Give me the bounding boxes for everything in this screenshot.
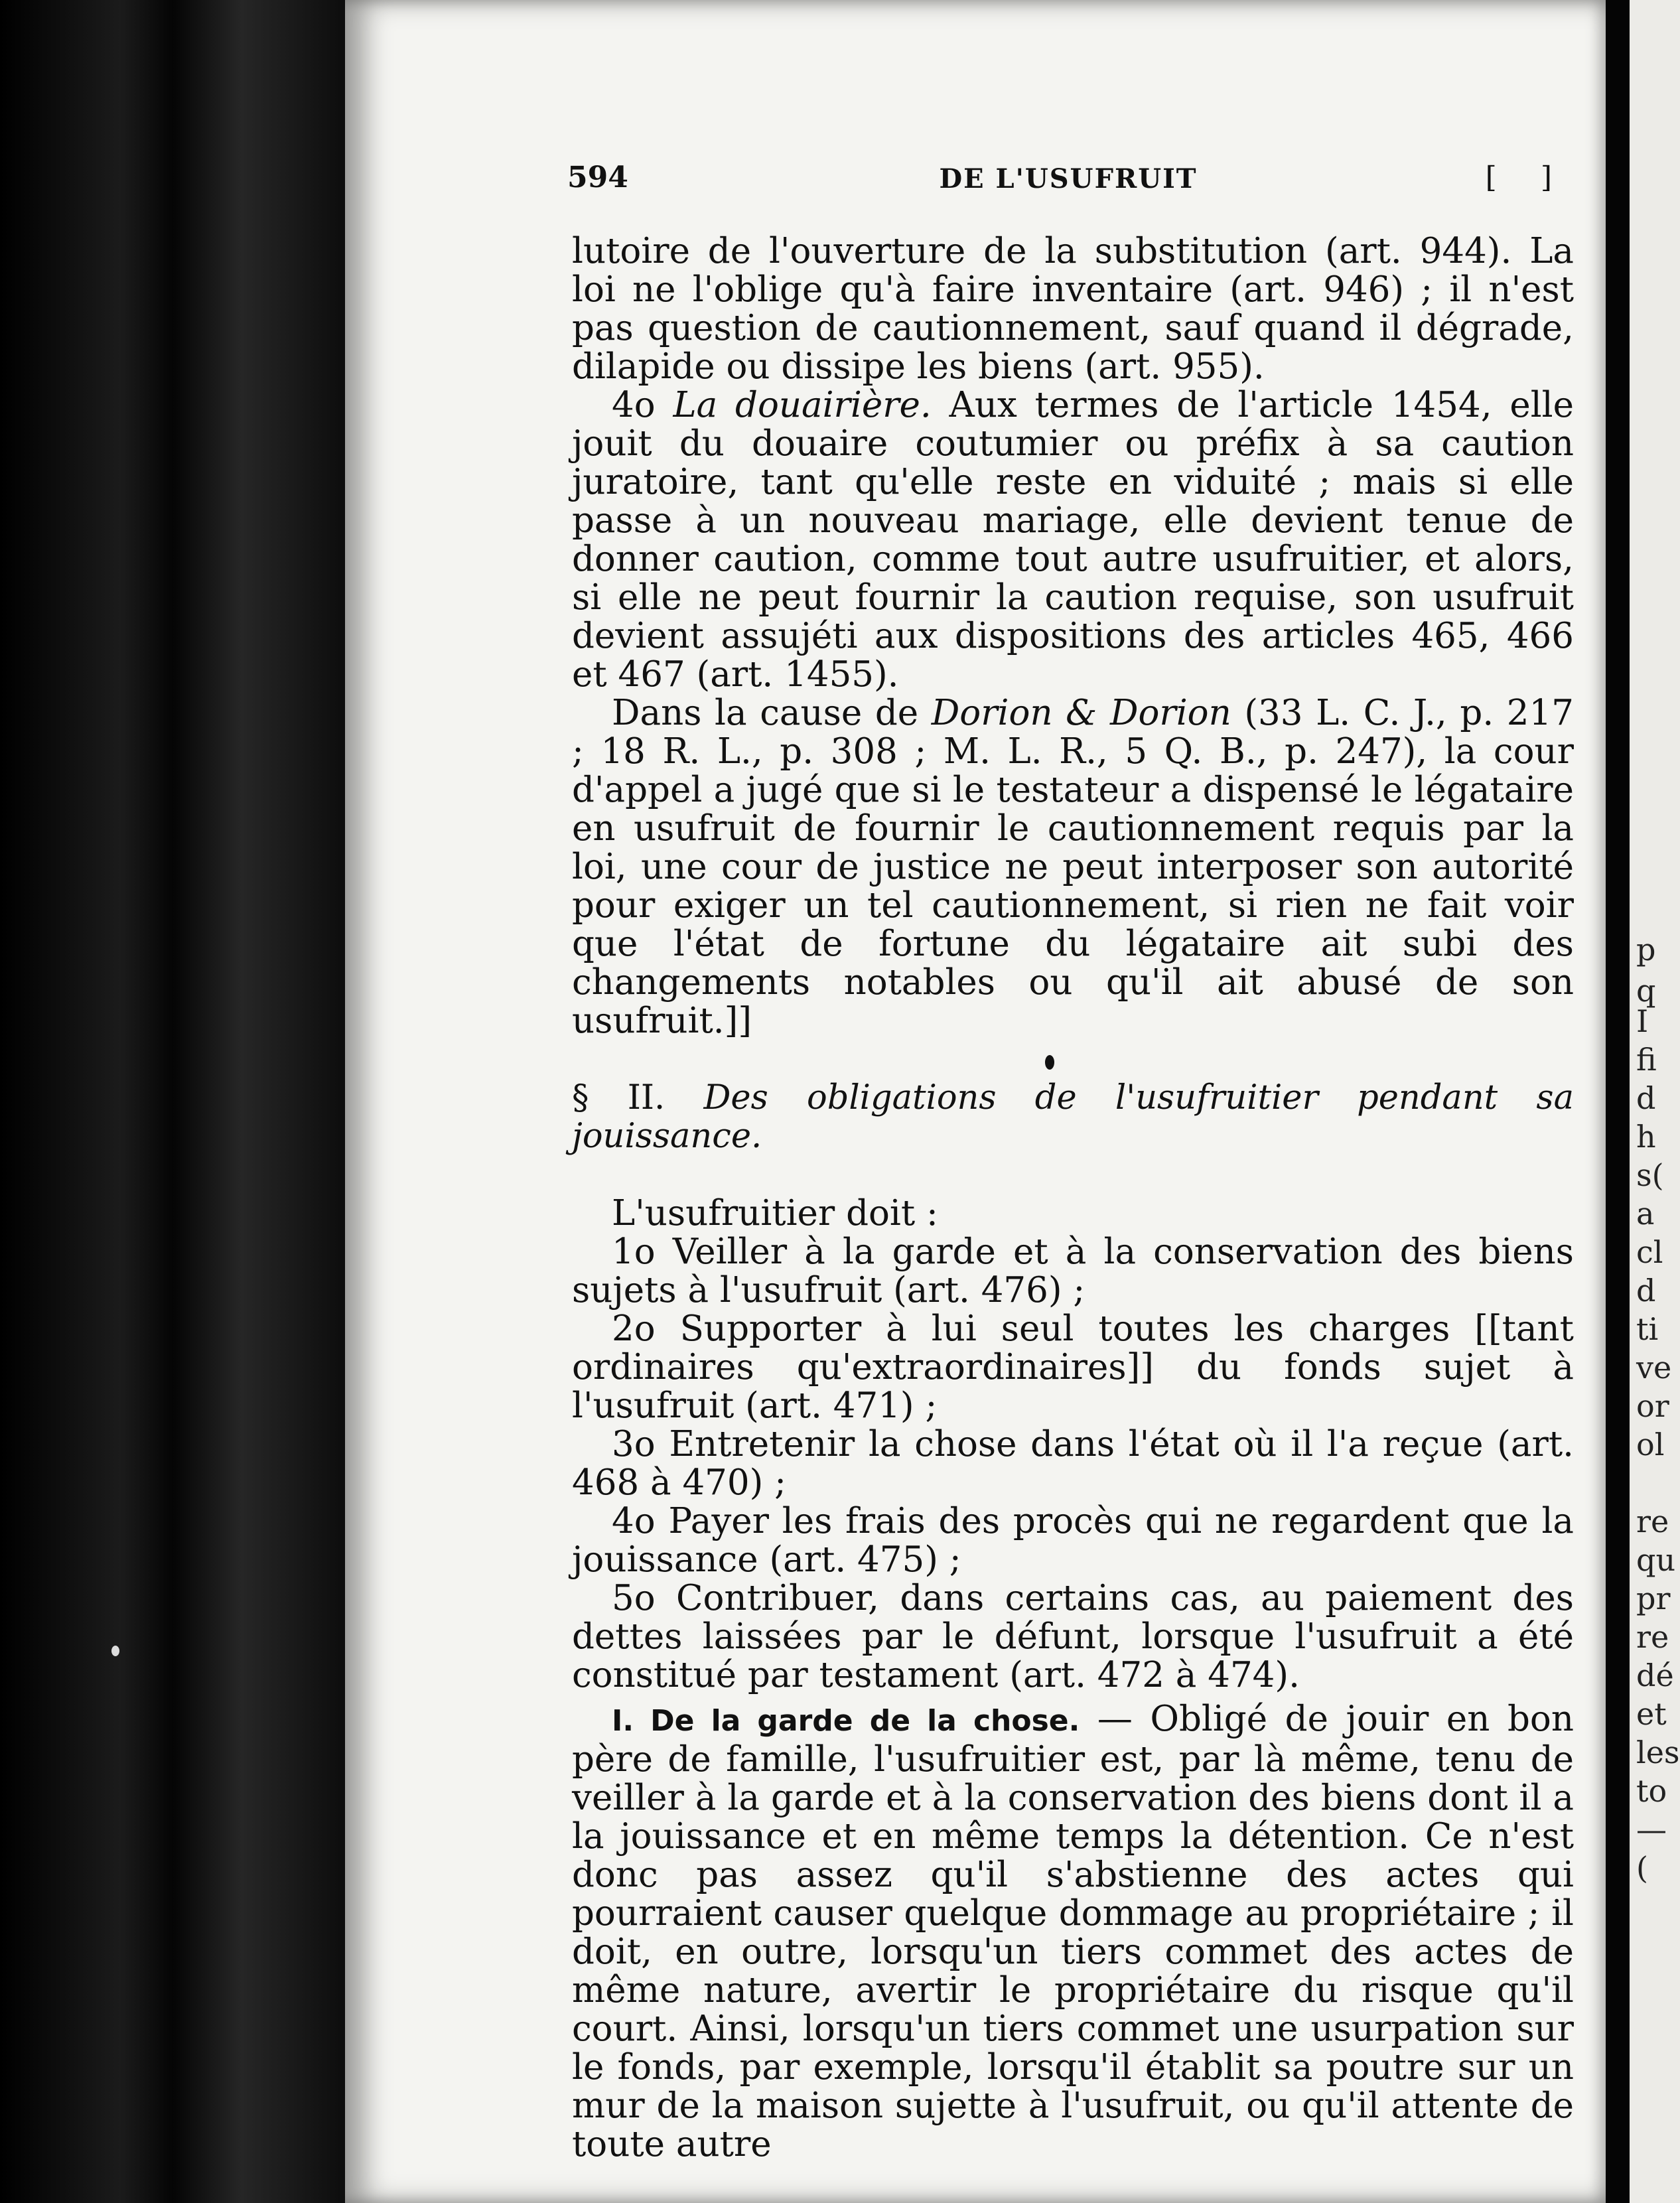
list-item-text: Veiller à la garde et à la conservation des biens sujets à l'usufruit (art. 476) ; [572,1232,1574,1311]
adjacent-page-fragment: d [1636,1080,1656,1116]
book-gutter [0,0,345,2203]
adjacent-page-fragment: q [1636,973,1656,1009]
adjacent-page-fragment: h [1636,1119,1656,1155]
list-item-number: 1o [612,1232,656,1272]
page-number: 594 [567,161,628,194]
case-name: Dorion & Dorion [931,693,1231,733]
adjacent-page-fragment: to [1636,1773,1667,1809]
adjacent-page-fragment: pr [1636,1581,1671,1616]
adjacent-page-fragment: re [1636,1504,1669,1539]
running-title: DE L'USUFRUIT [939,163,1198,194]
adjacent-page-fragment: ( [1636,1850,1648,1886]
list-item [572,1502,1574,1579]
item-lead: La douairière. [673,385,932,425]
section-heading [572,1079,1574,1156]
adjacent-page-fragment: et [1636,1696,1667,1732]
list-item [572,1310,1574,1425]
case-body: (33 L. C. J., p. 217 ; 18 R. L., p. 308 ; M. L. R., 5 Q. B., p. 247), la cour d'appel a jugé que si le testateur a dispensé le légataire en usufruit de fournir le cautionnement requis par la loi, une cour de justice ne peut interposer son autorité pour exiger un tel cautionnement, si rien ne fait voir que l'état de fortune du légataire ait subi des changements notables ou qu'il ait abusé de son usufruit.]] [572,693,1574,1041]
obligations-intro: L'usufruitier doit : [612,1193,938,1234]
adjacent-page-fragment: fi [1636,1042,1657,1078]
adjacent-page-fragment: s( [1636,1157,1664,1193]
adjacent-page-fragment: p [1636,932,1656,967]
adjacent-page-fragment: ol [1636,1427,1665,1462]
subsection-body: — Obligé de jouir en bon père de famille, l'usufruitier est, par là même, tenu de veiller à la garde et à la conservation des biens dont il a la jouissance et en même temps la détention. Ce n'est donc pas assez qu'il s'abstienne des actes qui pourraient causer quelque dommage au propriétaire ; il doit, en outre, lorsqu'un tiers commet des actes de même nature, avertir le propriétaire du risque qu'il court. Ainsi, lorsqu'un tiers commet une usurpation sur le fonds, par exemple, lorsqu'il établit sa poutre sur un mur de la maison sujette à l'usufruit, ou qu'il attente de toute autre [572,1699,1574,2165]
list-item-number: 3o [612,1424,656,1464]
adjacent-page-fragment: cl [1636,1234,1663,1270]
list-item-number: 2o [612,1309,656,1349]
adjacent-page-fragment: or [1636,1388,1669,1424]
list-item [572,1425,1574,1502]
adjacent-page-strip [1630,0,1680,2203]
list-item-number: 4o [612,1501,656,1541]
adjacent-page-fragment: dé [1636,1658,1674,1693]
adjacent-page-fragment: les [1636,1735,1680,1770]
adjacent-page-fragment: qu [1636,1542,1676,1578]
adjacent-page-fragment: a [1636,1196,1655,1232]
adjacent-page-fragment: — [1636,1812,1667,1847]
section-number: § II. [572,1078,665,1117]
paragraph-substitution: lutoire de l'ouverture de la substitution (art. 944). La loi ne l'oblige qu'à faire inventaire (art. 946) ; il n'est pas question de cautionnement, sauf quand il dégrade, dilapide ou dissipe les biens (art. 955). [572,231,1574,387]
paragraph-douairiere [572,386,1574,694]
scan-speck [111,1646,119,1656]
page-header [567,161,1569,200]
paragraph-dorion [572,694,1574,1040]
adjacent-page-fragment: I [1636,1003,1649,1039]
scan-speck [1045,1055,1054,1070]
adjacent-page-fragment: re [1636,1619,1669,1655]
case-intro: Dans la cause de [612,693,919,733]
list-item [572,1579,1574,1695]
page-edge-shadow [1606,0,1630,2203]
header-brackets: [ ] [1485,161,1569,194]
list-item-text: Entretenir la chose dans l'état où il l'a reçue (art. 468 à 470) ; [572,1424,1574,1503]
list-item-text: Payer les frais des procès qui ne regardent que la jouissance (art. 475) ; [572,1501,1574,1580]
page-text [572,232,1574,2164]
list-item-number: 5o [612,1578,656,1618]
list-item-text: Contribuer, dans certains cas, au paiement des dettes laissées par le défunt, lorsque l'usufruit a été constitué par testament (art. 472 à 474). [572,1578,1574,1695]
paragraph-garde [572,1700,1574,2164]
section-title: Des obligations de l'usufruitier pendant sa jouissance. [572,1078,1575,1156]
adjacent-page-fragment: ve [1636,1350,1672,1386]
item-body: Aux termes de l'article 1454, elle jouit du douaire coutumier ou préfix à sa caution juratoire, tant qu'elle reste en viduité ; mais si elle passe à un nouveau mariage, elle devient tenue de donner caution, comme tout autre usufruitier, et alors, si elle ne peut fournir la caution requise, son usufruit devient assujéti aux dispositions des articles 465, 466 et 467 (art. 1455). [572,385,1574,695]
list-item [572,1233,1574,1310]
adjacent-page-fragment: d [1636,1273,1656,1309]
list-item-text: Supporter à lui seul toutes les charges [[tant ordinaires qu'extraordinaires]] du fonds sujet à l'usufruit (art. 471) ; [572,1309,1574,1426]
adjacent-page-fragment: ti [1636,1311,1659,1347]
subsection-heading: I. De la garde de la chose. [612,1704,1080,1738]
item-number: 4o [612,385,656,425]
